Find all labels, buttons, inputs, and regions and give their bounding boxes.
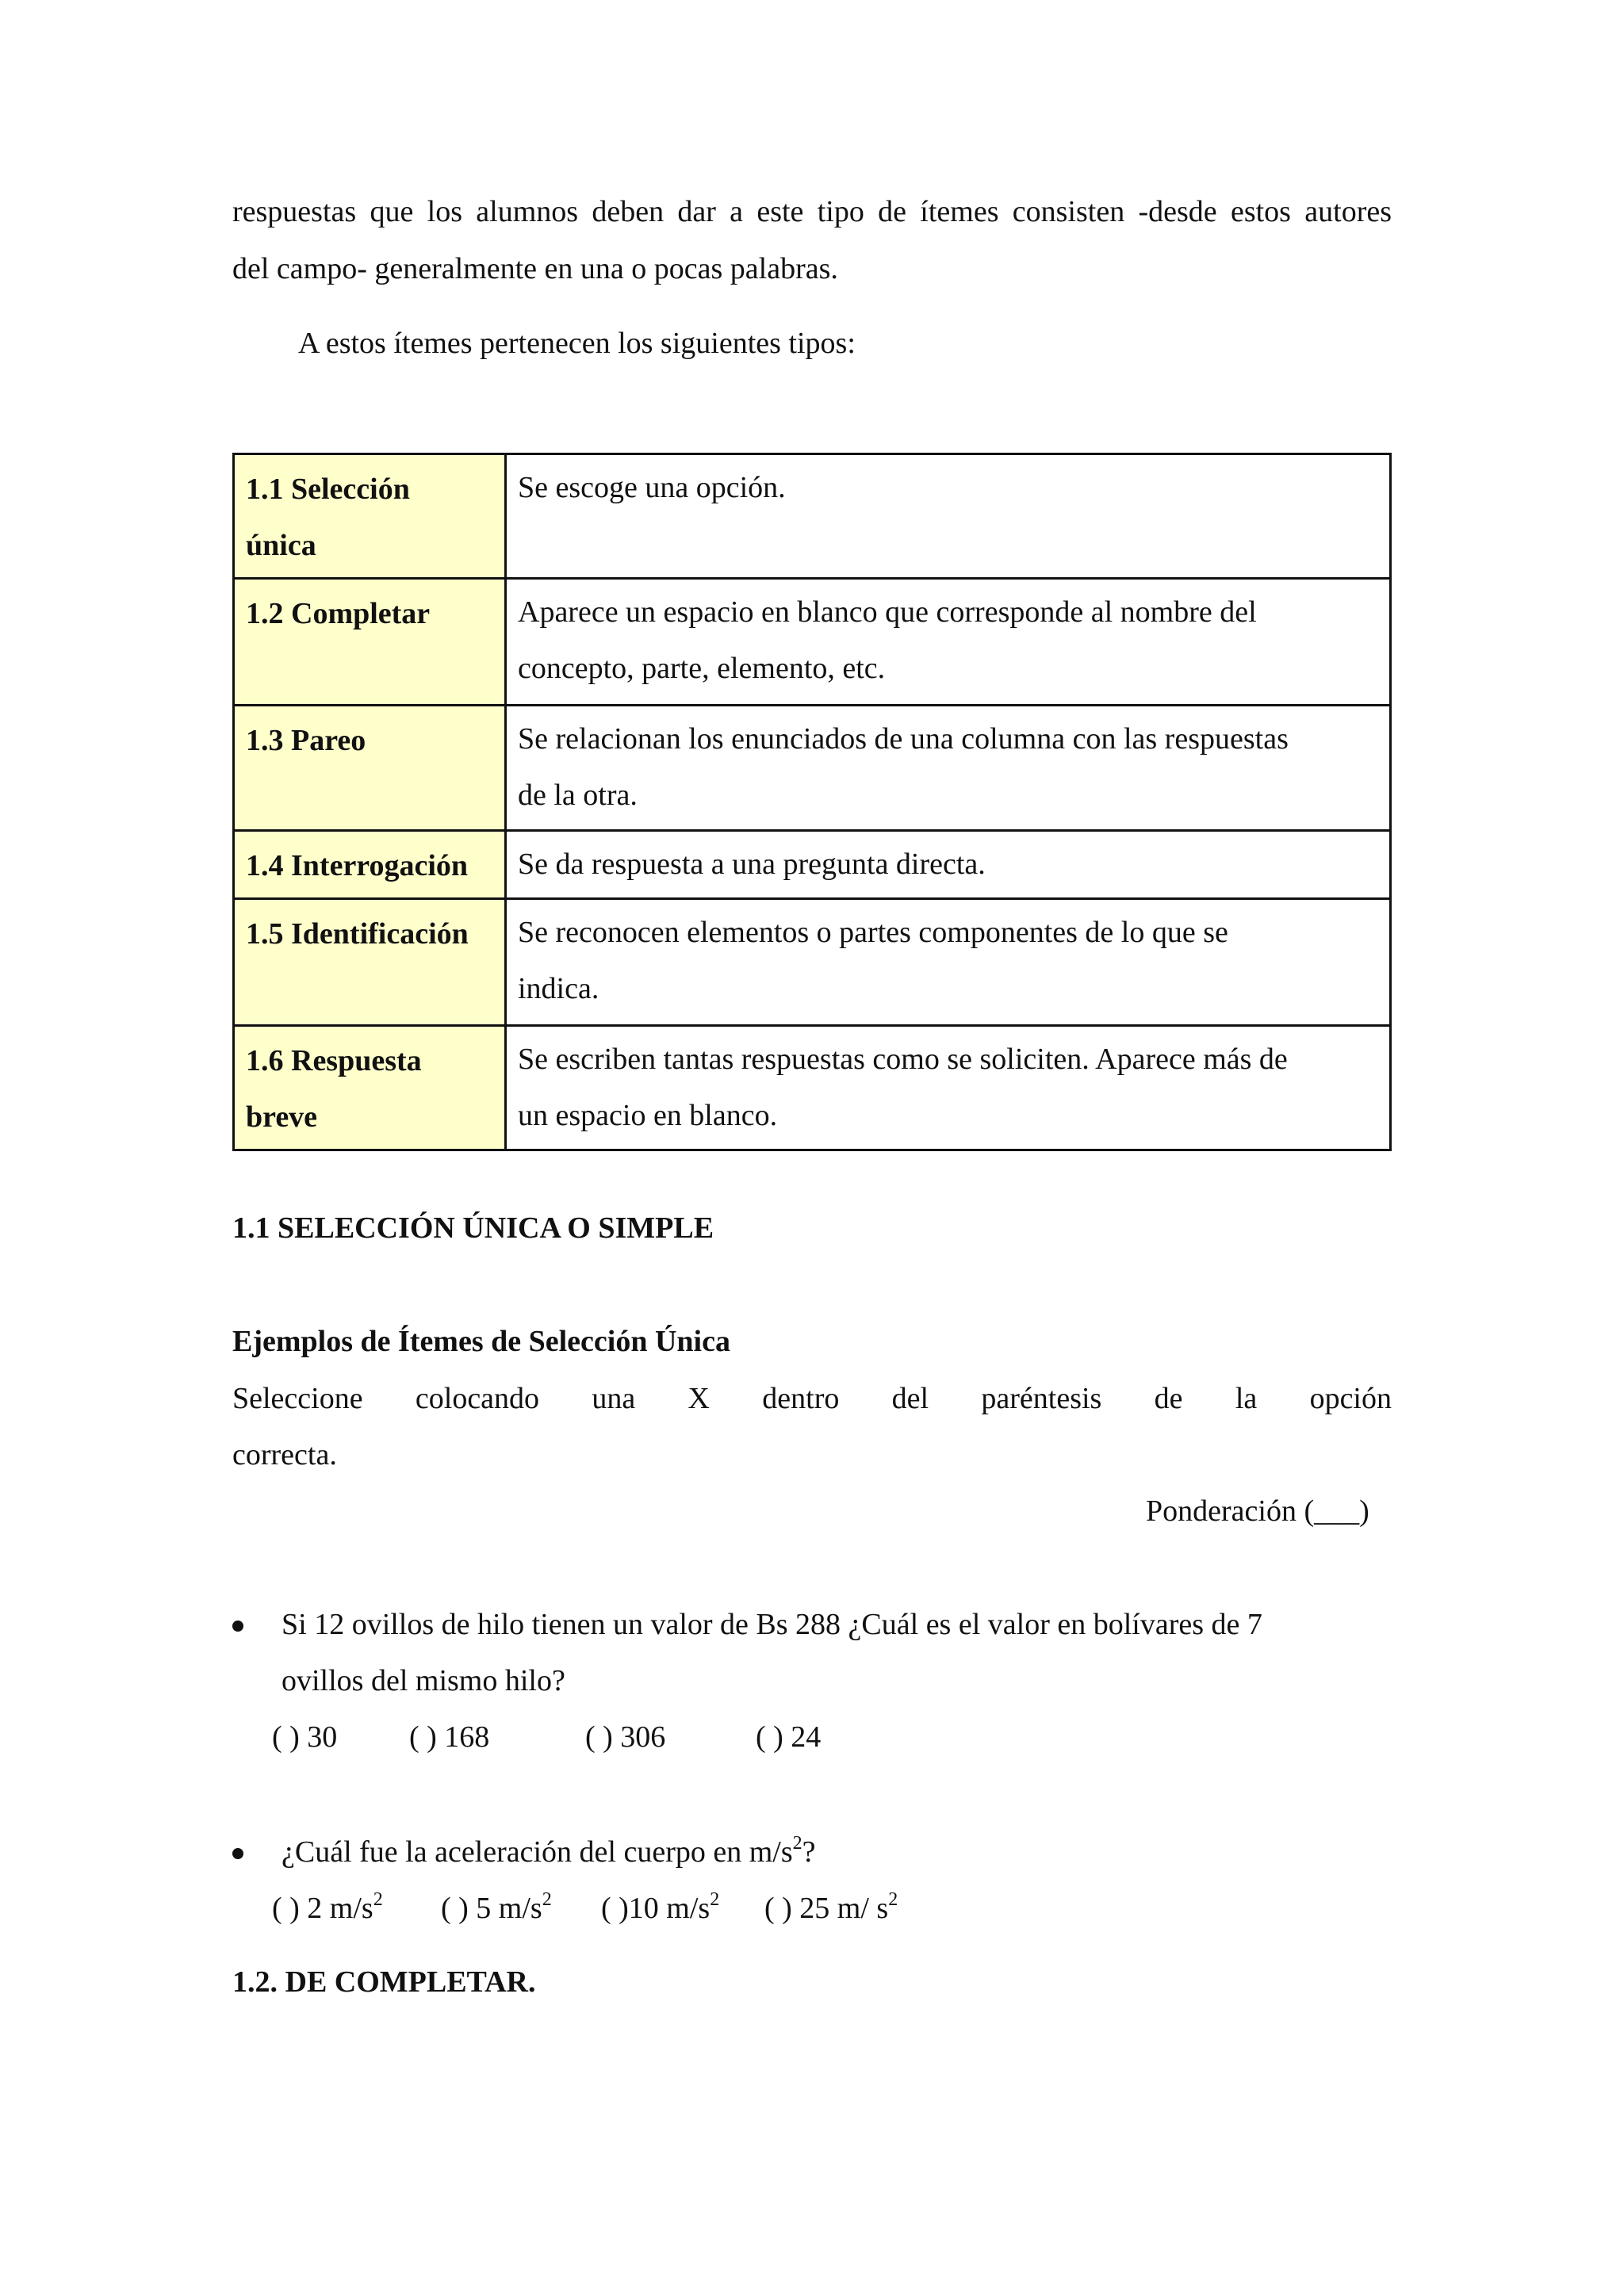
type-label: 1.2 Completar [234, 579, 506, 706]
table-row [234, 706, 1391, 831]
question-1-line-1: Si 12 ovillos de hilo tienen un valor de Bs 288 ¿Cuál es el valor en bolívares de 7 [282, 1608, 1262, 1641]
table-row [234, 1026, 1391, 1150]
table-row [234, 454, 1391, 579]
table-row [234, 579, 1391, 706]
type-description: Se reconocen elementos o partes componentes de lo que se indica. [506, 899, 1391, 1026]
type-label: 1.6 Respuesta breve [234, 1026, 506, 1150]
type-description: Se escriben tantas respuestas como se soliciten. Aparece más de un espacio en blanco. [506, 1026, 1391, 1150]
type-description: Se relacionan los enunciados de una columna con las respuestas de la otra. [506, 706, 1391, 831]
type-description: Aparece un espacio en blanco que corresponde al nombre del concepto, parte, elemento, etc. [506, 579, 1391, 706]
bullet-icon [232, 1621, 243, 1632]
question-2-option: ( ) 25 m/ $s^2$ [764, 1889, 898, 1925]
examples-heading: Ejemplos de Ítemes de Selección Única [232, 1325, 730, 1358]
question-2-option: ( )10 $m/s^2$ [601, 1889, 720, 1925]
table-row [234, 831, 1391, 899]
question-1-option: ( ) 168 [409, 1720, 490, 1754]
question-1-option: ( ) 306 [585, 1720, 666, 1754]
type-description: Se escoge una opción. [506, 454, 1391, 579]
question-2-option: ( ) 5 $m/s^2$ [441, 1889, 552, 1925]
question-1-line-2: ovillos del mismo hilo? [282, 1664, 565, 1697]
type-label: 1.1 Selección única [234, 454, 506, 579]
type-label: 1.5 Identificación [234, 899, 506, 1026]
instruction-line-2: correcta. [232, 1438, 337, 1471]
bullet-icon [232, 1848, 243, 1859]
intro-line-2: del campo- generalmente en una o pocas palabras. [232, 252, 838, 285]
type-description: Se da respuesta a una pregunta directa. [506, 831, 1391, 899]
question-2-text: ¿Cuál fue la aceleración del cuerpo en $m/s^2$? [282, 1833, 816, 1869]
instruction-line-1: Seleccione colocando una X dentro del paréntesis de la opción [232, 1382, 1392, 1415]
question-1-option: ( ) 24 [756, 1720, 822, 1754]
question-2-option: ( ) 2 $m/s^2$ [272, 1889, 383, 1925]
type-label: 1.3 Pareo [234, 706, 506, 831]
type-label: 1.4 Interrogación [234, 831, 506, 899]
question-1-option: ( ) 30 [272, 1720, 338, 1754]
table-row [234, 899, 1391, 1026]
intro-line-3: A estos ítemes pertenecen los siguientes tipos: [298, 327, 856, 360]
intro-line-1: respuestas que los alumnos deben dar a este tipo de ítemes consisten -desde estos autores [232, 195, 1392, 228]
weighting-label: Ponderación (___) [1146, 1494, 1369, 1528]
item-types-table [232, 453, 1392, 1151]
section-heading-seleccion-unica: 1.1 SELECCIÓN ÚNICA O SIMPLE [232, 1211, 714, 1245]
section-heading-completar: 1.2. DE COMPLETAR. [232, 1965, 536, 1999]
